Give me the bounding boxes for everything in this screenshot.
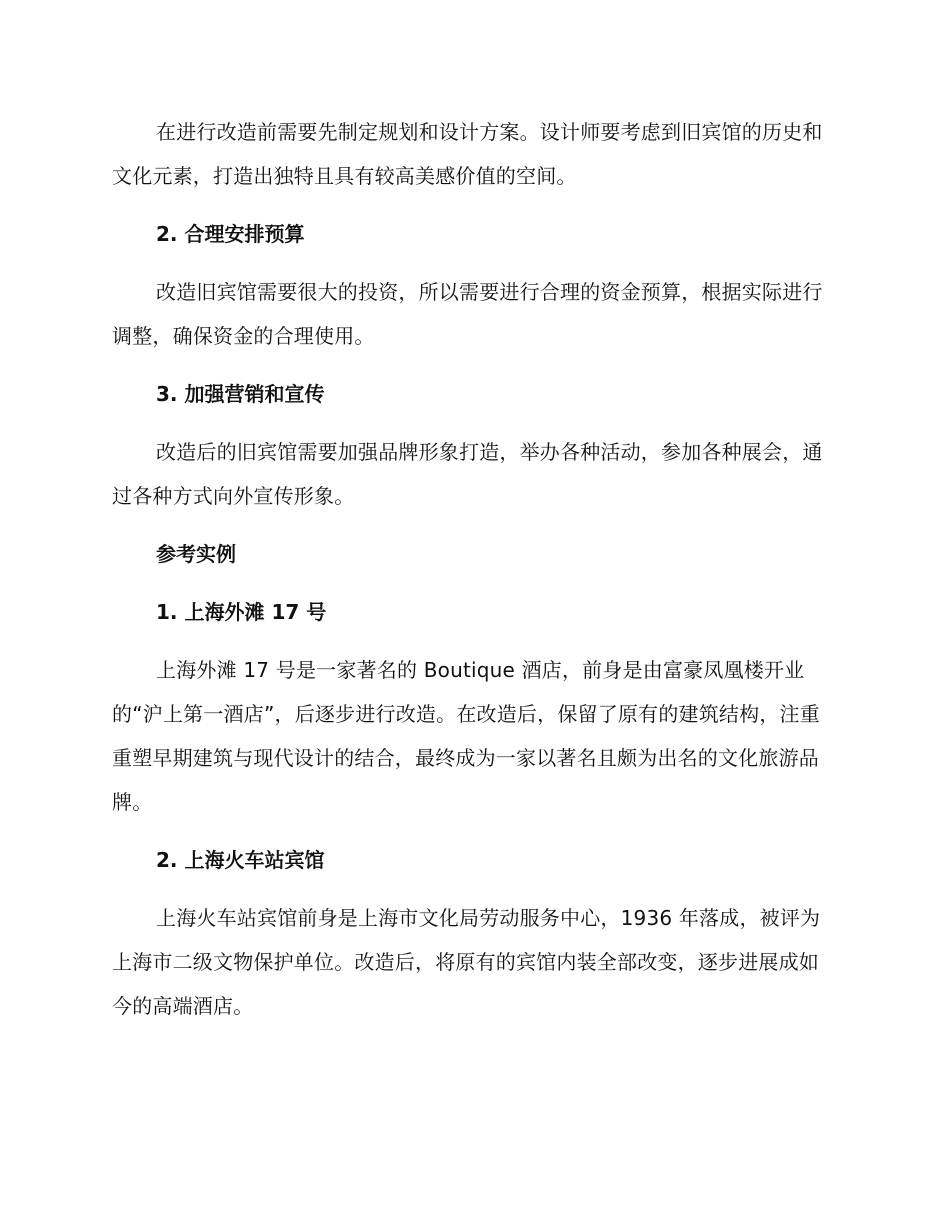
paragraph-design-plan: 在进行改造前需要先制定规划和设计方案。设计师要考虑到旧宾馆的历史和文化元素，打造出独特且具有较高美感价值的空间。 — [112, 120, 823, 188]
spacer — [112, 576, 838, 590]
paragraph-bund-17: 上海外滩 17 号是一家著名的 Boutique 酒店，前身是由富豪凤凰楼开业的“沪上第一酒店”，后逐步进行改造。在改造后，保留了原有的建筑结构，注重重塑早期建筑与现代设计的结合，最终成为一家以著名且颇为出名的文化旅游品牌。 — [112, 658, 820, 814]
paragraph-railway-hotel: 上海火车站宾馆前身是上海市文化局劳动服务中心，1936 年落成，被评为上海市二级文物保护单位。改造后，将原有的宾馆内装全部改变，逐步进展成如今的高端酒店。 — [112, 906, 821, 1018]
spacer — [112, 198, 838, 212]
spacer — [112, 882, 838, 896]
spacer — [112, 634, 838, 648]
heading-references: 参考实例 — [156, 542, 236, 566]
heading-marketing: 3. 加强营销和宣传 — [156, 382, 325, 406]
spacer — [112, 416, 838, 430]
spacer — [112, 518, 838, 532]
heading-budget: 2. 合理安排预算 — [156, 222, 305, 246]
spacer — [112, 358, 838, 372]
spacer — [112, 824, 838, 838]
heading-railway-hotel: 2. 上海火车站宾馆 — [156, 848, 325, 872]
paragraph-marketing: 改造后的旧宾馆需要加强品牌形象打造，举办各种活动，参加各种展会，通过各种方式向外宣传形象。 — [112, 440, 823, 508]
paragraph-budget: 改造旧宾馆需要很大的投资，所以需要进行合理的资金预算，根据实际进行调整，确保资金的合理使用。 — [112, 280, 823, 348]
spacer — [112, 256, 838, 270]
heading-bund-17: 1. 上海外滩 17 号 — [156, 600, 327, 624]
